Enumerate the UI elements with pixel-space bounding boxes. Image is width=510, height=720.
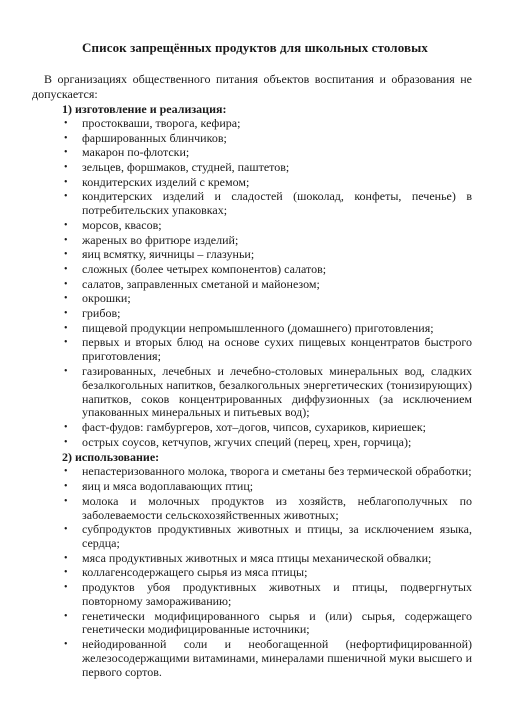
list-item xyxy=(32,307,478,321)
bullet-icon: • xyxy=(64,421,68,433)
list-item xyxy=(32,365,478,420)
list-item-text: макарон по-флотски; xyxy=(82,145,190,160)
list-item-text: нейодированной соли и необогащенной (нефортифицированной) железосодержащими витаминами, минералами пшеничной муки высшего и первого сортов. xyxy=(82,637,472,679)
list-item-text: салатов, заправленных сметаной и майонезом; xyxy=(82,276,320,291)
sections-container xyxy=(32,102,478,679)
bullet-icon: • xyxy=(64,481,68,493)
list-item xyxy=(32,234,478,248)
list-item xyxy=(32,552,478,566)
list-item xyxy=(32,336,478,364)
list-item-text: фаст-фудов: гамбургеров, хот–догов, чипсов, сухариков, кириешек; xyxy=(82,419,427,434)
section-heading: 1) изготовление и реализация: xyxy=(62,102,227,116)
bullet-icon: • xyxy=(64,263,68,275)
bullet-icon: • xyxy=(64,524,68,536)
list-item-text: молока и молочных продуктов из хозяйств, неблагополучных по заболеваемости сельскохозяйственных животных; xyxy=(82,493,472,522)
list-item xyxy=(32,146,478,160)
list-item-text: субпродуктов продуктивных животных и птицы, за исключением языка, сердца; xyxy=(82,522,472,551)
list-item-text: непастеризованного молока, творога и сметаны без термической обработки; xyxy=(82,464,472,479)
bullet-icon: • xyxy=(64,365,68,377)
list-item-text: грибов; xyxy=(82,306,121,321)
bullet-icon: • xyxy=(64,147,68,159)
list-item-text: зельцев, форшмаков, студней, паштетов; xyxy=(82,160,290,175)
list-item-text: кондитерских изделий с кремом; xyxy=(82,174,250,189)
list-item xyxy=(32,322,478,336)
list-item xyxy=(32,610,478,638)
bullet-icon: • xyxy=(64,337,68,349)
bullet-icon: • xyxy=(64,118,68,129)
list-item-text: окрошки; xyxy=(82,291,131,306)
list-item-text: продуктов убоя продуктивных животных и птицы, подвергнутых повторному замораживанию; xyxy=(82,580,472,608)
list-item-text: жареных во фритюре изделий; xyxy=(82,232,239,247)
bullet-icon: • xyxy=(64,234,68,246)
bullet-icon: • xyxy=(64,162,68,174)
bullet-icon: • xyxy=(64,293,68,305)
bullet-icon: • xyxy=(64,495,68,507)
list-item-text: коллагенсодержащего сырья из мяса птицы; xyxy=(82,565,308,580)
bullet-icon: • xyxy=(64,176,68,188)
list-item xyxy=(32,292,478,306)
list-item xyxy=(32,117,478,131)
bullet-icon: • xyxy=(64,278,68,290)
bullet-icon: • xyxy=(64,322,68,334)
bullet-icon: • xyxy=(64,436,68,448)
list-item xyxy=(32,176,478,190)
list-item xyxy=(32,523,478,551)
list-item-text: морсов, квасов; xyxy=(82,217,162,232)
section-list xyxy=(32,465,478,679)
list-item-text: кондитерских изделий и сладостей (шоколад, конфеты, печенье) в потребительских упаковках; xyxy=(82,189,472,218)
bullet-icon: • xyxy=(64,132,68,144)
list-item xyxy=(32,566,478,580)
list-item-text: яиц всмятку, яичницы – глазуньи; xyxy=(82,247,255,262)
list-item xyxy=(32,581,478,609)
bullet-icon: • xyxy=(64,639,68,651)
bullet-icon: • xyxy=(64,466,68,478)
list-item-text: простокваши, творога, кефира; xyxy=(82,116,241,130)
bullet-icon: • xyxy=(64,552,68,564)
list-item xyxy=(32,278,478,292)
section-list xyxy=(32,117,478,449)
intro-paragraph: В организациях общественного питания объектов воспитания и образования не допускается: xyxy=(32,72,472,101)
bullet-icon: • xyxy=(64,308,68,320)
list-item xyxy=(32,248,478,262)
list-item xyxy=(32,161,478,175)
list-item-text: генетически модифицированного сырья и (или) сырья, содержащего генетически модифицированные источники; xyxy=(82,608,472,637)
list-item xyxy=(32,495,478,523)
list-item xyxy=(32,421,478,435)
list-item-text: яиц и мяса водоплавающих птиц; xyxy=(82,479,254,494)
list-item xyxy=(32,465,478,479)
bullet-icon: • xyxy=(64,191,68,203)
list-item xyxy=(32,219,478,233)
list-item xyxy=(32,436,478,450)
list-item xyxy=(32,132,478,146)
bullet-icon: • xyxy=(64,249,68,261)
bullet-icon: • xyxy=(64,567,68,579)
list-item-text: сложных (более четырех компонентов) салатов; xyxy=(82,261,327,276)
list-item xyxy=(32,480,478,494)
list-item xyxy=(32,263,478,277)
bullet-icon: • xyxy=(64,582,68,594)
bullet-icon: • xyxy=(64,610,68,622)
list-item-text: газированных, лечебных и лечебно-столовых минеральных вод, сладких безалкогольных напитков, безалкогольных энергетических (тонизирующих) напитков, соков концентрированных диффузионных (за исключением упакованных минеральных и питьевых вод); xyxy=(82,363,472,420)
list-item-text: острых соусов, кетчупов, жгучих специй (перец, хрен, горчица); xyxy=(82,434,412,449)
list-item-text: первых и вторых блюд на основе сухих пищевых концентратов быстрого приготовления; xyxy=(82,335,472,364)
document-title: Список запрещённых продуктов для школьных столовых xyxy=(82,40,428,55)
list-item-text: фаршированных блинчиков; xyxy=(82,130,227,145)
list-item xyxy=(32,190,478,218)
list-item-text: мяса продуктивных животных и мяса птицы механической обвалки; xyxy=(82,550,432,565)
section-heading: 2) использование: xyxy=(62,450,160,465)
list-item-text: пищевой продукции непромышленного (домашнего) приготовления; xyxy=(82,320,434,335)
bullet-icon: • xyxy=(64,219,68,231)
list-item xyxy=(32,638,478,679)
